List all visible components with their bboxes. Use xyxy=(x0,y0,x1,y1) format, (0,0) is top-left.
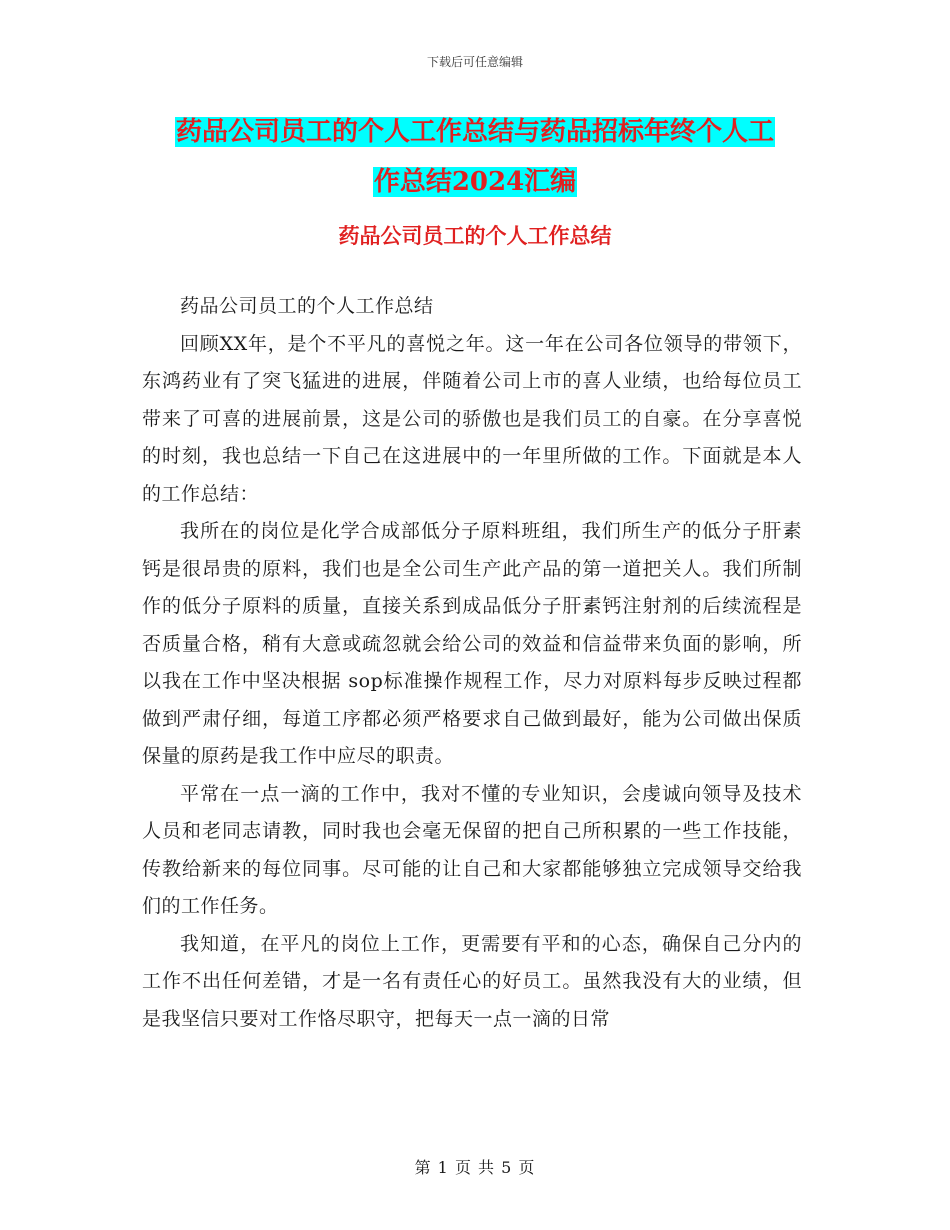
paragraph: 我所在的岗位是化学合成部低分子原料班组，我们所生产的低分子肝素钙是很昂贵的原料，我们也是全公司生产此产品的第一道把关人。我们所制作的低分子原料的质量，直接关系到成品低分子肝素钙注射剂的后续流程是否质量合格，稍有大意或疏忽就会给公司的效益和信益带来负面的影响，所以我在工作中坚决根据 sop标准操作规程工作，尽力对原料每步反映过程都做到严肃仔细，每道工序都必须严格要求自己做到最好，能为公司做出保质保量的原药是我工作中应尽的职责。 xyxy=(142,520,802,767)
page-header-note: 下载后可任意编辑 xyxy=(426,55,523,69)
document-body xyxy=(142,288,802,1038)
section-title: 药品公司员工的个人工作总结 xyxy=(338,223,612,248)
page-number: 第 1 页 共 5 页 xyxy=(414,1158,536,1177)
paragraph: 回顾XX年，是个不平凡的喜悦之年。这一年在公司各位领导的带领下，东鸿药业有了突飞猛进的进展，伴随着公司上市的喜人业绩，也给每位员工带来了可喜的进展前景，这是公司的骄傲也是我们员工的自豪。在分享喜悦的时刻，我也总结一下自己在这进展中的一年里所做的工作。下面就是本人的工作总结： xyxy=(142,332,802,505)
paragraph: 药品公司员工的个人工作总结 xyxy=(180,295,434,317)
document-title xyxy=(140,107,810,207)
document-title-line1: 药品公司员工的个人工作总结与药品招标年终个人工 xyxy=(175,117,774,147)
paragraph: 平常在一点一滴的工作中，我对不懂的专业知识，会虔诚向领导及技术人员和老同志请教，同时我也会毫无保留的把自己所积累的一些工作技能，传教给新来的每位同事。尽可能的让自己和大家都能够独立完成领导交给我们的工作任务。 xyxy=(142,782,802,917)
paragraph: 我知道，在平凡的岗位上工作，更需要有平和的心态，确保自己分内的工作不出任何差错，才是一名有责任心的好员工。虽然我没有大的业绩，但是我坚信只要对工作恪尽职守，把每天一点一滴的日常 xyxy=(142,932,802,1030)
document-title-line2: 作总结2024汇编 xyxy=(373,167,577,197)
